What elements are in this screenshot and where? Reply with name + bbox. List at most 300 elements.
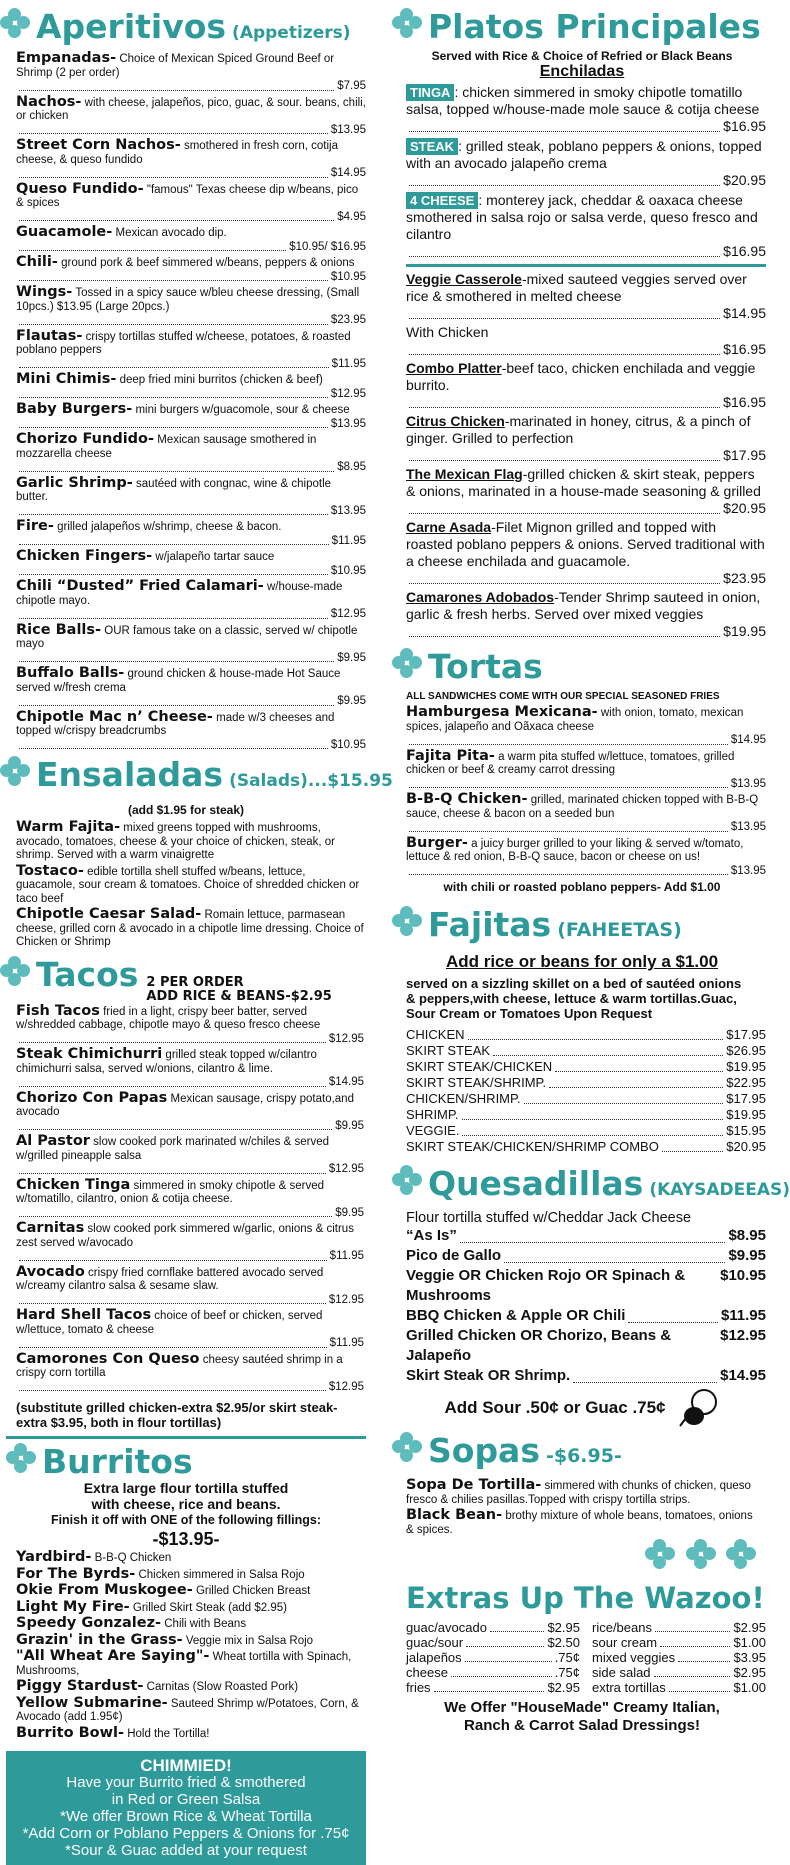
extras-list — [392, 1616, 772, 1695]
item-price: $10.95 — [720, 1267, 766, 1284]
price-row — [16, 505, 366, 519]
item-price: $2.95 — [733, 1665, 766, 1680]
extras-heading: Extras Up The Wazoo! — [406, 1581, 765, 1615]
leader-dots — [409, 623, 720, 637]
menu-item — [406, 1509, 762, 1537]
price-row — [16, 1294, 364, 1308]
item-desc: grilled jalapeños w/shrimp, cheese & bacon. — [57, 521, 282, 533]
item-desc: -grilled chicken & skirt steak, peppers & onions, marinated in a house-made seasoning & grilled — [406, 466, 761, 499]
price-row — [16, 1337, 364, 1351]
item-name: guac/sour — [406, 1635, 464, 1650]
leader-dots — [19, 535, 329, 546]
item-name: fries — [406, 1680, 431, 1695]
price-row — [406, 341, 766, 358]
item-price: $12.95 — [328, 1032, 364, 1045]
price-row — [406, 734, 766, 748]
item-desc: w/house-made chipotle mayo. — [16, 581, 343, 607]
item-price: $13.95 — [730, 777, 766, 790]
item-name: Veggie Casserole — [406, 271, 522, 287]
item-price: $20.95 — [723, 500, 766, 516]
leader-dots — [493, 1043, 723, 1056]
item-price: $13.95 — [730, 864, 766, 877]
leader-dots — [573, 1366, 717, 1383]
menu-item — [16, 403, 366, 431]
leader-dots — [19, 124, 328, 135]
ensaladas-heading: Ensaladas (Salads)...$15.95 — [0, 756, 372, 799]
price-row — [16, 608, 366, 622]
enchiladas-heading: Enchiladas — [539, 63, 625, 80]
platos-list — [392, 271, 772, 640]
leader-dots — [19, 1120, 332, 1131]
item-price: $12.95 — [330, 608, 366, 620]
item-price: $14.95 — [730, 734, 766, 746]
item-price: $8.95 — [337, 461, 366, 473]
item-price: $7.95 — [337, 80, 366, 92]
item-price: $16.95 — [723, 341, 766, 357]
price-row — [16, 565, 366, 579]
item-name: Veggie OR Chicken Rojo OR Spinach & Mushrooms — [406, 1267, 686, 1304]
quesadillas-footer: Add Sour .50¢ or Guac .75¢ — [444, 1398, 666, 1417]
item-price: $11.95 — [331, 357, 366, 370]
menu-item — [16, 1002, 364, 1047]
item-name: extra tortillas — [592, 1680, 666, 1695]
leader-dots — [19, 271, 328, 282]
menu-item — [16, 256, 366, 284]
item-price: $9.95 — [337, 651, 366, 664]
item-name: Avocado — [16, 1263, 85, 1280]
item-price: $11.95 — [720, 1307, 766, 1324]
item-name: SKIRT STEAK/CHICKEN — [406, 1059, 553, 1074]
price-row — [406, 1366, 766, 1386]
item-price: $14.95 — [328, 1076, 364, 1088]
item-price: $19.95 — [726, 1107, 766, 1122]
item-name: mixed veggies — [592, 1650, 676, 1665]
leader-dots — [409, 305, 720, 319]
price-row — [406, 305, 766, 322]
leader-dots — [669, 1680, 731, 1692]
leader-dots — [451, 1665, 552, 1677]
item-name: Wings- — [16, 284, 73, 300]
item-name: Rice Balls- — [16, 621, 102, 638]
item-price: $16.95 — [723, 243, 766, 259]
item-name: Guacamole- — [16, 224, 113, 240]
item-name: Burrito Bowl- — [16, 1724, 124, 1741]
plato-item — [406, 324, 766, 358]
item-name: Tostaco- — [16, 862, 84, 879]
item-desc: Grilled Chicken Breast — [195, 1585, 311, 1597]
item-desc: -Filet Mignon grilled and topped with roasted poblano peppers & onions. Served traditional with a cheese enchilada and guacamole. — [406, 519, 765, 569]
price-row — [592, 1650, 766, 1665]
leader-dots — [678, 1650, 730, 1662]
item-desc: simmered with chunks of chicken, queso fresco & chilies pasillas.Topped with crispy tortilla strips. — [406, 1480, 751, 1506]
leader-dots — [409, 172, 720, 186]
leader-dots — [460, 1226, 726, 1243]
leader-dots — [19, 80, 334, 91]
menu-item — [406, 1479, 762, 1507]
item-desc: smothered in fresh corn, cotija cheese, & queso fundido — [16, 140, 338, 166]
price-row — [406, 1091, 766, 1107]
menu-item — [16, 708, 366, 753]
price-row — [16, 739, 366, 753]
item-name: SKIRT STEAK — [406, 1043, 491, 1058]
menu-item — [16, 621, 366, 666]
leader-dots — [409, 500, 720, 514]
quesadillas-list — [392, 1226, 772, 1386]
menu-item — [16, 1584, 364, 1599]
item-desc: Mexican avocado dip. — [115, 227, 227, 239]
item-name: Steak Chimichurri — [16, 1046, 163, 1062]
menu-item — [16, 286, 366, 328]
item-price: $14.95 — [723, 305, 766, 321]
platos-heading: Platos Principales — [392, 8, 772, 45]
item-desc: ground pork & beef simmered w/beans, peppers & onions — [61, 257, 355, 269]
item-name: Skirt Steak OR Shrimp. — [406, 1367, 571, 1384]
item-desc: grilled steak topped w/cilantro chimichurri salsa, served w/onions, cilantro & lime. — [16, 1049, 317, 1075]
flower-icon — [392, 8, 422, 38]
enchilada-item — [406, 84, 766, 135]
item-price: $13.95 — [330, 504, 366, 517]
leader-dots — [504, 1246, 725, 1263]
price-row — [406, 1123, 766, 1139]
item-desc: -beef taco, chicken enchilada and veggie burrito. — [406, 360, 756, 393]
item-price: $15.95 — [726, 1123, 766, 1138]
item-price: $12.95 — [720, 1327, 766, 1344]
item-desc: grilled, marinated chicken topped with B-B-Q sauce, cheese & bacon on a seeded bun — [406, 794, 759, 820]
item-name: Chili “Dusted” Fried Calamari- — [16, 578, 264, 594]
item-desc: : monterey jack, cheddar & oaxaca cheese smothered in salsa rojo or salsa verde, queso fresco and cilantro — [406, 192, 758, 242]
item-name: Pico de Gallo — [406, 1247, 502, 1264]
price-row — [16, 1076, 364, 1090]
leader-dots — [19, 695, 334, 706]
item-name: Grazin' in the Grass- — [16, 1631, 183, 1648]
menu-item — [16, 226, 366, 254]
item-name: “As Is” — [406, 1227, 457, 1244]
price-row — [406, 1635, 580, 1650]
price-row — [406, 1665, 580, 1680]
menu-item — [16, 373, 366, 401]
plato-item — [406, 413, 766, 464]
menu-item — [16, 1631, 364, 1649]
item-price: $16.95 — [723, 118, 766, 134]
item-name: Fire- — [16, 518, 54, 534]
menu-item — [16, 1565, 364, 1583]
item-name: Fish Tacos — [16, 1002, 100, 1019]
item-name: SHRIMP. — [406, 1107, 459, 1122]
price-row — [592, 1680, 766, 1695]
leader-dots — [409, 341, 720, 355]
item-desc: choice of beef or chicken, served w/lettuce, tomato & cheese — [16, 1310, 323, 1336]
leader-dots — [549, 1075, 723, 1088]
item-desc: Mexican sausage, crispy potato,and avocado — [16, 1092, 354, 1118]
item-price: $19.95 — [723, 623, 766, 639]
menu-item — [16, 433, 366, 475]
item-price: $13.95 — [730, 821, 766, 833]
item-price: $2.95 — [547, 1620, 580, 1635]
tacos-list — [0, 1002, 372, 1395]
item-name: CHICKEN — [406, 1027, 465, 1042]
flower-icon — [392, 1165, 422, 1195]
price-row — [406, 1266, 766, 1306]
item-name: Grilled Chicken OR Chorizo, Beans & Jalapeño — [406, 1327, 672, 1364]
leader-dots — [19, 1337, 327, 1348]
item-price: $12.95 — [330, 387, 366, 400]
item-desc: Mexican sausage smothered in mozzarella cheese — [16, 434, 317, 460]
item-name: Speedy Gonzalez- — [16, 1615, 162, 1631]
menu-item — [16, 862, 364, 907]
leader-dots — [462, 1107, 724, 1120]
menu-item — [406, 747, 766, 792]
menu-item — [16, 1680, 364, 1695]
leader-dots — [19, 167, 328, 178]
menu-item — [406, 793, 766, 835]
leader-dots — [409, 394, 720, 408]
flower-icon — [0, 956, 30, 986]
item-price: .75¢ — [554, 1665, 580, 1680]
item-desc: a warm pita stuffed w/lettuce, tomatoes, grilled chicken or beef & creamy carrot dressing — [406, 750, 735, 776]
item-price: $19.95 — [726, 1059, 766, 1074]
price-row — [16, 314, 366, 328]
item-name: Camorones Con Queso — [16, 1350, 200, 1367]
item-name: Yellow Submarine- — [16, 1694, 168, 1711]
fajitas-desc: served on a sizzling skillet on a bed of sautéed onions & peppers,with cheese, lettuce & warm tortillas.Guac, Sour Cream or Tomatoes Upon Request — [406, 976, 742, 1021]
price-row — [16, 388, 366, 402]
item-desc: With Chicken — [406, 324, 489, 340]
item-price: $17.95 — [726, 1091, 766, 1106]
item-name: jalapeños — [406, 1650, 462, 1665]
item-price: $11.95 — [329, 1337, 364, 1349]
item-name: side salad — [592, 1665, 651, 1680]
price-row — [16, 211, 366, 225]
leader-dots — [19, 358, 329, 369]
menu-item — [16, 1089, 364, 1134]
menu-item — [16, 1694, 364, 1725]
leader-dots — [409, 447, 720, 461]
item-price: $20.95 — [723, 172, 766, 188]
item-name: Chipotle Mac n’ Cheese- — [16, 708, 213, 725]
leader-dots — [19, 1076, 326, 1087]
item-name: Carnitas — [16, 1220, 85, 1236]
item-desc: Sauteed Shrimp w/Potatoes, Corn, & Avocado (add 1.95¢) — [16, 1697, 359, 1723]
flower-icon — [726, 1539, 756, 1569]
item-name: Empanadas- — [16, 50, 117, 66]
price-row — [16, 695, 366, 709]
left-column — [0, 0, 393, 1865]
item-desc: ground chicken & house-made Hot Sauce served w/fresh crema — [16, 668, 341, 694]
leader-dots — [19, 314, 328, 325]
item-name: Mini Chimis- — [16, 371, 117, 387]
item-price: $10.95 — [330, 270, 366, 283]
item-name: Garlic Shrimp- — [16, 474, 133, 491]
fajitas-heading: Fajitas (FAHEETAS) — [392, 906, 772, 948]
menu-item — [406, 706, 766, 748]
item-desc: brothy mixture of whole beans, tomatoes, onions & spices. — [406, 1510, 753, 1536]
item-desc: a juicy burger grilled to your liking & served w/tomato, lettuce & red onion, B-B-Q sauce, bacon or cheese on us! — [406, 837, 744, 863]
menu-item — [16, 1650, 364, 1678]
leader-dots — [19, 505, 328, 516]
quesadillas-heading: Quesadillas (KAYSADEEAS) — [392, 1165, 772, 1208]
item-name: Citrus Chicken — [406, 413, 505, 429]
item-name: Light My Fire- — [16, 1598, 130, 1615]
price-row — [592, 1665, 766, 1680]
item-desc: -mixed sauteed veggies served over rice & smothered in melted cheese — [406, 271, 747, 304]
item-desc: Grilled Skirt Steak (add $2.95) — [132, 1601, 287, 1614]
item-desc: "famous" Texas cheese dip w/beans, pico & spices — [16, 183, 359, 209]
item-name: Hamburgesa Mexicana- — [406, 704, 598, 720]
item-desc: Chili with Beans — [164, 1618, 247, 1630]
item-price: $10.95/ $16.95 — [289, 240, 366, 253]
plato-item — [406, 589, 766, 640]
menu-item — [16, 520, 366, 548]
platos-note: Served with Rice & Choice of Refried or Black Beans — [431, 49, 733, 63]
plato-item — [406, 271, 766, 322]
ensaladas-note: (add $1.95 for steak) — [127, 803, 245, 817]
leader-dots — [19, 418, 328, 429]
item-name: sour cream — [592, 1635, 658, 1650]
item-name: Piggy Stardust- — [16, 1678, 144, 1694]
item-price: $26.95 — [726, 1043, 766, 1058]
burritos-intro: Extra large flour tortilla stuffed with cheese, rice and beans. Finish it off with ONE of the following fillings: -$13.95- — [50, 1480, 322, 1549]
menu-item — [16, 1724, 364, 1742]
price-row — [406, 447, 766, 464]
price-row — [406, 1620, 580, 1635]
item-desc: -marinated in honey, citrus, & a pinch of ginger. Grilled to perfection — [406, 413, 751, 446]
flower-icon — [686, 1539, 716, 1569]
menu-item — [16, 1176, 364, 1221]
item-price: $13.95 — [330, 417, 366, 430]
item-name: Okie From Muskogee- — [16, 1582, 193, 1598]
item-desc: with onion, tomato, mexican spices, jalapeño and Oãxaca cheese — [406, 707, 744, 733]
price-row — [16, 1120, 364, 1134]
menu-item — [16, 474, 366, 519]
item-desc: B-B-Q Chicken — [94, 1552, 172, 1564]
item-name: For The Byrds- — [16, 1565, 136, 1582]
sopas-list — [392, 1474, 772, 1537]
extras-footer: We Offer "HouseMade" Creamy Italian, Ranch & Carrot Salad Dressings! — [444, 1699, 720, 1734]
item-name: Queso Fundido- — [16, 180, 144, 197]
leader-dots — [19, 1294, 326, 1305]
item-desc: Tossed in a spicy sauce w/bleu cheese dressing, (Small 10pcs.) $13.95 (Large 20pcs.) — [16, 287, 360, 313]
item-desc: Carnitas (Slow Roasted Pork) — [146, 1681, 299, 1693]
menu-item — [16, 1309, 364, 1351]
item-name: Chicken Tinga — [16, 1176, 131, 1193]
item-name: SKIRT STEAK/SHRIMP. — [406, 1075, 547, 1090]
menu-item — [16, 1551, 364, 1566]
item-desc: edible tortilla shell stuffed w/beans, lettuce, guacamole, sour cream & tomatoes. Choice of shredded chicken or taco beef — [16, 865, 360, 905]
leader-dots — [19, 461, 334, 472]
item-price: $23.95 — [330, 314, 366, 326]
price-row — [406, 1226, 766, 1246]
item-name: Flautas- — [16, 327, 83, 344]
item-name: guac/avocado — [406, 1620, 487, 1635]
item-name: B-B-Q Chicken- — [406, 791, 528, 807]
price-row — [406, 172, 766, 189]
item-desc: Romain lettuce, parmasean cheese, grilled corn & avocado in a chipotle lime dressing. Choice of Chicken or Shrimp — [16, 909, 364, 948]
item-desc: : grilled steak, poblano peppers & onions, topped with an avocado jalapeño crema — [406, 138, 762, 171]
flower-icon — [392, 648, 422, 678]
menu-item — [406, 834, 766, 879]
item-price: $9.95 — [335, 1206, 364, 1219]
menu-item — [16, 550, 366, 578]
item-desc: w/jalapeño tartar sauce — [155, 551, 275, 563]
leader-dots — [660, 1635, 730, 1647]
enchilada-item — [406, 138, 766, 189]
item-price: $16.95 — [723, 394, 766, 410]
item-name: Camarones Adobados — [406, 589, 555, 605]
item-desc: Hold the Tortilla! — [127, 1727, 210, 1740]
menu-item — [16, 1135, 364, 1177]
price-row — [406, 118, 766, 135]
price-row — [16, 1250, 364, 1264]
price-row — [406, 1650, 580, 1665]
flower-icon — [392, 906, 422, 936]
item-desc: with cheese, jalapeños, pico, guac, & sour. beans, chili, or chicken — [16, 96, 366, 122]
price-row — [406, 865, 766, 879]
item-name: Sopa De Tortilla- — [406, 1477, 542, 1493]
leader-dots — [19, 1163, 326, 1174]
enchiladas-list — [392, 84, 772, 260]
menu-item — [16, 821, 364, 863]
enchilada-tag: STEAK — [406, 138, 458, 155]
item-name: Chicken Fingers- — [16, 548, 153, 564]
item-price: $23.95 — [723, 570, 766, 586]
item-name: Buffalo Balls- — [16, 665, 125, 681]
price-row — [406, 394, 766, 411]
tortas-heading: Tortas — [392, 648, 772, 685]
leader-dots — [654, 1665, 731, 1677]
item-name: Carne Asada — [406, 519, 492, 535]
item-name: The Mexican Flag — [406, 466, 523, 482]
price-row — [592, 1635, 766, 1650]
leader-dots — [662, 1139, 723, 1152]
item-name: BBQ Chicken & Apple OR Chili — [406, 1307, 626, 1324]
item-desc: Veggie mix in Salsa Rojo — [185, 1634, 314, 1647]
price-row — [16, 1381, 364, 1395]
item-name: rice/beans — [592, 1620, 652, 1635]
item-price: $9.95 — [337, 695, 366, 707]
menu-item — [16, 327, 366, 372]
leader-dots — [19, 739, 328, 750]
menu-item — [16, 1048, 364, 1090]
leader-dots — [19, 565, 328, 576]
tortas-note: ALL SANDWICHES COME WITH OUR SPECIAL SEASONED FRIES — [406, 691, 720, 702]
item-name: VEGGIE. — [406, 1123, 460, 1138]
quesadillas-note: Flour tortilla stuffed w/Cheddar Jack Cheese — [406, 1210, 692, 1226]
flower-icon — [0, 756, 30, 786]
price-row — [16, 418, 366, 432]
leader-dots — [655, 1620, 730, 1632]
item-price: $1.00 — [733, 1635, 766, 1650]
tortas-list — [392, 706, 772, 878]
item-price: $8.95 — [728, 1227, 766, 1244]
price-row — [16, 1207, 364, 1221]
price-row — [16, 241, 366, 255]
item-name: CHICKEN/SHRIMP. — [406, 1091, 521, 1106]
item-price: $22.95 — [726, 1075, 766, 1090]
price-row — [406, 1246, 766, 1266]
leader-dots — [19, 652, 334, 663]
leader-dots — [434, 1680, 545, 1692]
leader-dots — [462, 1123, 723, 1136]
item-price: $10.95 — [330, 738, 366, 751]
item-price: $20.95 — [726, 1139, 766, 1154]
item-desc: crispy tortillas stuffed w/cheese, potatoes, & roasted poblano peppers — [16, 330, 351, 356]
item-price: $14.95 — [330, 167, 366, 179]
item-desc: : chicken simmered in smoky chipotle tomatillo salsa, topped w/house-made mole sauce & cotija cheese — [406, 84, 760, 117]
leader-dots — [409, 570, 720, 584]
fajitas-list — [392, 1027, 772, 1155]
flower-icon — [392, 1432, 422, 1462]
divider — [406, 264, 766, 267]
